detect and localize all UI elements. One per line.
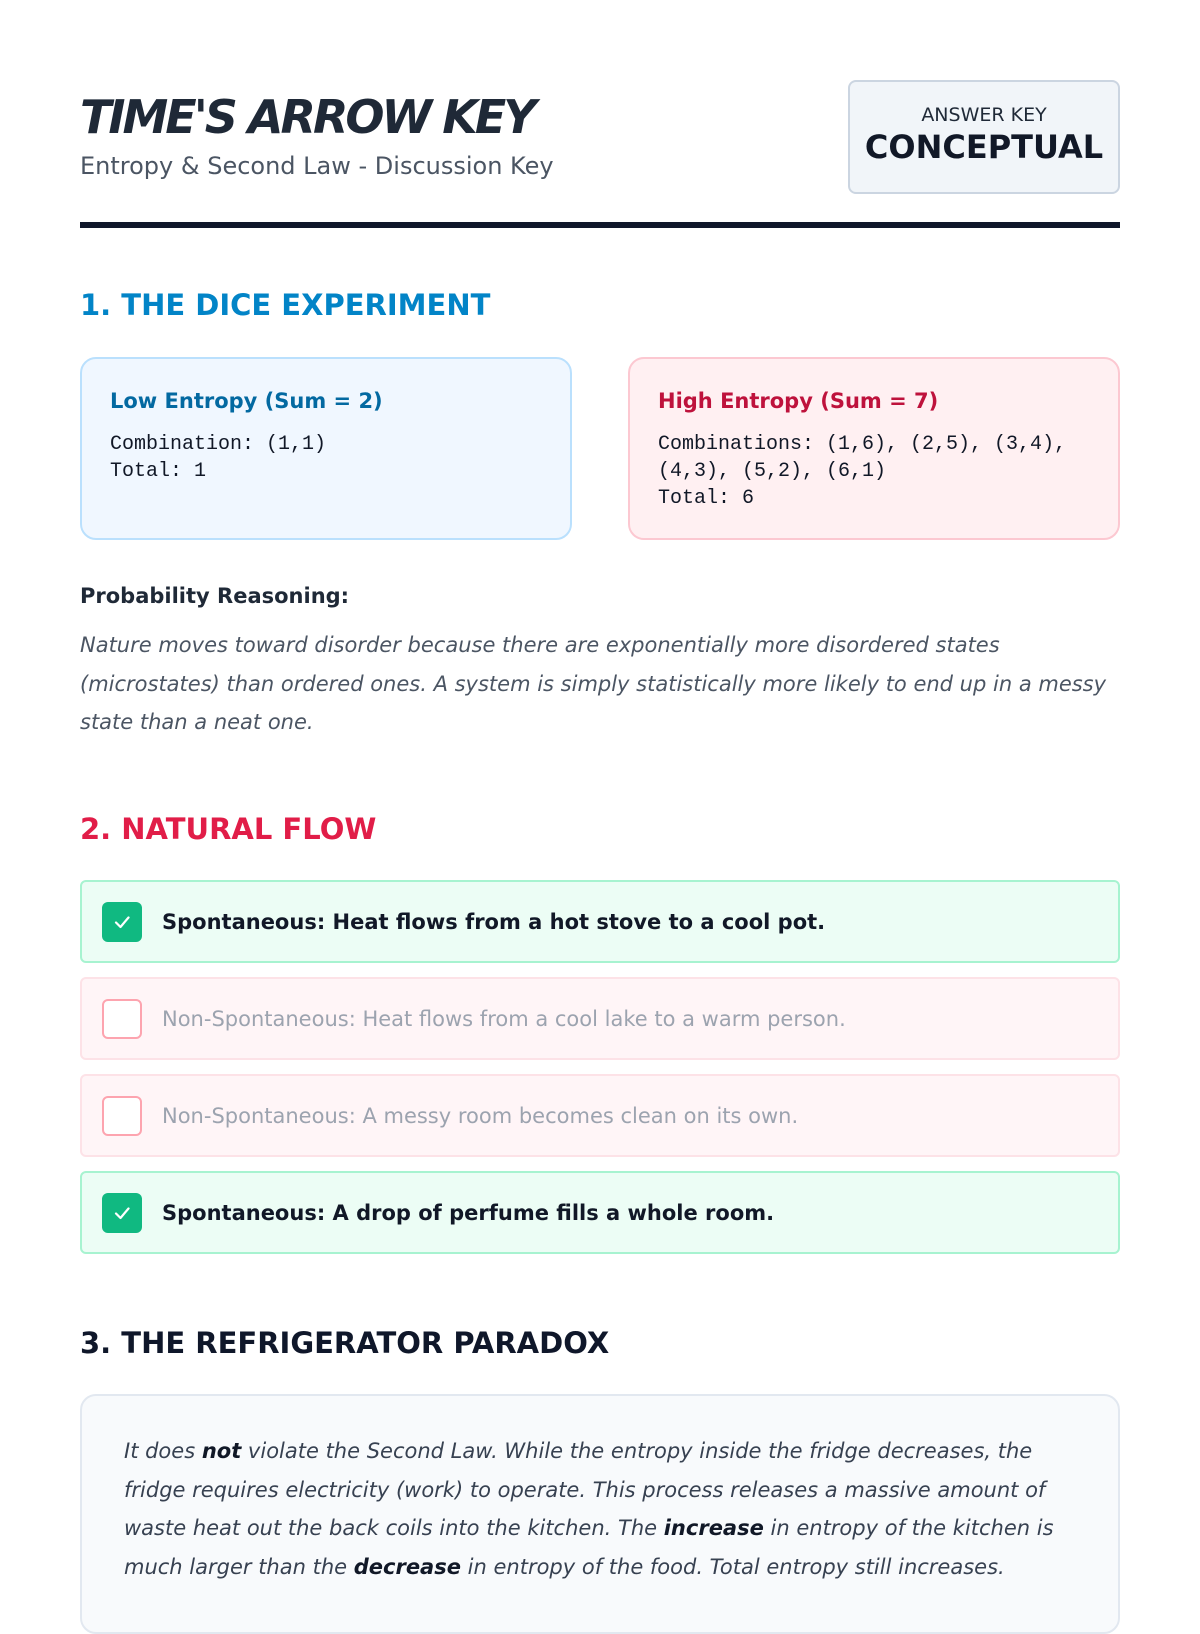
checkmark-icon: [111, 1202, 133, 1224]
emphasis-decrease: decrease: [353, 1554, 461, 1579]
header-divider: [80, 222, 1120, 228]
high-entropy-card: [628, 357, 1120, 540]
flow-item[interactable]: [80, 1074, 1120, 1157]
answer-text-segment: It does: [124, 1439, 202, 1463]
unchecked-checkbox[interactable]: [102, 1096, 142, 1136]
answer-text-segment: violate the Second Law. While the entropy inside the fridge decreases, the fridge requires electricity (work) to operate. This process releases a massive amount of waste heat out the back coils into the kitchen. The: [124, 1439, 1046, 1540]
refrigerator-answer-text: [124, 1432, 1076, 1586]
refrigerator-answer-box: [80, 1394, 1120, 1634]
probability-reasoning-text: Nature moves toward disorder because there are exponentially more disordered states (microstates) than ordered ones. A system is simply statistically more likely to end up in a messy state than a neat one.: [80, 633, 1107, 734]
probability-reasoning-label: Probability Reasoning:: [80, 584, 350, 608]
badge-label: ANSWER KEY: [921, 104, 1047, 126]
page-title: TIME'S ARROW KEY: [80, 90, 534, 144]
flow-item[interactable]: [80, 1171, 1120, 1254]
unchecked-checkbox[interactable]: [102, 999, 142, 1039]
flow-item-text: Non-Spontaneous: Heat flows from a cool lake to a warm person.: [162, 1006, 846, 1031]
badge-value: CONCEPTUAL: [864, 128, 1104, 166]
flow-item-text: Non-Spontaneous: A messy room becomes clean on its own.: [162, 1103, 799, 1128]
page-subtitle: Entropy & Second Law - Discussion Key: [80, 152, 554, 180]
flow-item-text: Spontaneous: A drop of perfume fills a whole room.: [162, 1200, 775, 1225]
emphasis-increase: increase: [663, 1516, 764, 1540]
answer-text-segment: in entropy of the food. Total entropy still increases.: [460, 1554, 1005, 1579]
checked-checkbox[interactable]: [102, 1193, 142, 1233]
low-entropy-card: [80, 357, 572, 540]
flow-item-text: Spontaneous: Heat flows from a hot stove to a cool pot.: [162, 909, 826, 934]
high-entropy-title: High Entropy (Sum = 7): [658, 389, 939, 413]
section-heading-dice: 1. THE DICE EXPERIMENT: [80, 288, 491, 322]
answer-key-badge: [848, 80, 1120, 194]
section-heading-natural-flow: 2. NATURAL FLOW: [80, 812, 377, 846]
flow-item[interactable]: [80, 977, 1120, 1060]
section-heading-refrigerator: 3. THE REFRIGERATOR PARADOX: [80, 1326, 610, 1360]
low-entropy-title: Low Entropy (Sum = 2): [110, 389, 383, 413]
low-entropy-combinations: Combination: (1,1) Total: 1: [110, 433, 327, 483]
high-entropy-combinations: Combinations: (1,6), (2,5), (3,4), (4,3), (5,2), (6,1) Total: 6: [658, 433, 1067, 510]
answer-text-segment: in entropy of the kitchen is much larger than the: [124, 1516, 1054, 1579]
flow-item[interactable]: [80, 880, 1120, 963]
checked-checkbox[interactable]: [102, 902, 142, 942]
emphasis-not: not: [201, 1439, 242, 1463]
checkmark-icon: [111, 911, 133, 933]
